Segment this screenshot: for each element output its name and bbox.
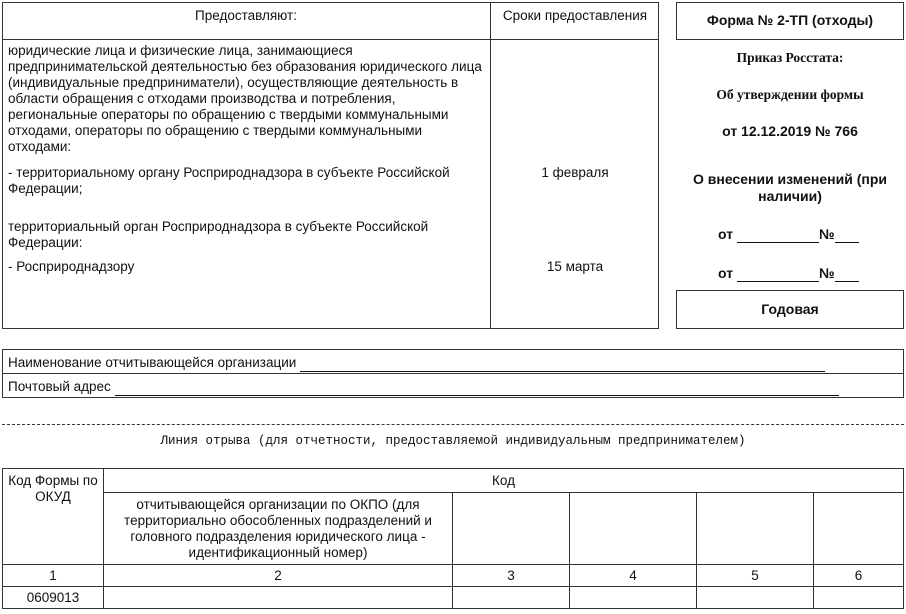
code-col-4-header [570, 493, 697, 565]
code-col-4-value [570, 587, 697, 609]
number-label: № [818, 226, 835, 242]
form-name: Форма № 2-ТП (отходы) [706, 12, 874, 28]
code-col-3-value [453, 587, 570, 609]
col-number-3: 3 [453, 565, 570, 587]
approval-label: Об утверждении формы [716, 87, 864, 102]
periodicity: Годовая [761, 301, 819, 317]
organization-divider [2, 373, 904, 374]
col-number-6: 6 [814, 565, 904, 587]
postal-address-row [8, 379, 839, 396]
provider-item-territorial: - территориальному органу Росприроднадзора в субъекте Российской Федерации; [8, 165, 450, 196]
from-label: от [718, 226, 734, 242]
okud-header: Код Формы по ОКУД [3, 469, 104, 565]
provider-item-territorial-body: территориальный орган Росприроднадзора в субъекте Российской Федерации: [8, 219, 429, 250]
okud-value: 0609013 [3, 587, 104, 609]
postal-address-blank [115, 379, 839, 396]
number-blank-2 [835, 265, 859, 282]
col-number-4: 4 [570, 565, 697, 587]
tear-line-text: Линия отрыва (для отчетности, предоставляемой индивидуальным предпринимателем) [160, 434, 746, 448]
deadline-march: 15 марта [546, 259, 604, 274]
organization-name-blank [300, 355, 825, 372]
provider-item-rosprirodnadzor: - Росприроднадзору [8, 259, 135, 274]
deadline-february: 1 февраля [541, 165, 609, 180]
code-col-5-header [697, 493, 814, 565]
from-label-2: от [718, 265, 734, 281]
providers-intro: юридические лица и физические лица, занимающиеся предпринимательской деятельностью без образования юридического лица (индивидуальные предприниматели), осуществляющие деятельность в области обращения с отходами производства и потребления, региональные операторы по обращению с твердыми коммунальными отходами, операторы по обращению с твердыми коммунальными отходами: [8, 43, 482, 154]
change-line-2 [718, 265, 859, 282]
code-col-3-header [453, 493, 570, 565]
code-col-5-value [697, 587, 814, 609]
tear-dashed-line [2, 424, 904, 425]
date-blank-2 [737, 265, 819, 282]
code-table [2, 468, 904, 609]
okpo-value [104, 587, 453, 609]
provide-header: Предоставляют: [195, 8, 297, 23]
organization-name-row [8, 355, 825, 372]
okpo-header: отчитывающейся организации по ОКПО (для территориально обособленных подразделений и головного подразделения юридического лица - идентификационный номер) [104, 493, 453, 565]
change-line-1 [718, 226, 859, 243]
deadline-header: Сроки предоставления [502, 8, 648, 23]
providers-header-divider [2, 39, 659, 40]
order-label: Приказ Росстата: [736, 50, 844, 65]
number-blank [835, 226, 859, 243]
approval-date: от 12.12.2019 № 766 [722, 123, 858, 139]
col-number-1: 1 [3, 565, 104, 587]
organization-name-label: Наименование отчитывающейся организации [8, 355, 297, 370]
col-number-2: 2 [104, 565, 453, 587]
changes-label: О внесении изменений (при наличии) [692, 171, 887, 204]
code-col-6-value [814, 587, 904, 609]
col-number-5: 5 [697, 565, 814, 587]
code-col-6-header [814, 493, 904, 565]
code-header: Код [104, 469, 904, 493]
date-blank [737, 226, 819, 243]
postal-address-label: Почтовый адрес [8, 379, 111, 394]
number-label-2: № [818, 265, 835, 281]
